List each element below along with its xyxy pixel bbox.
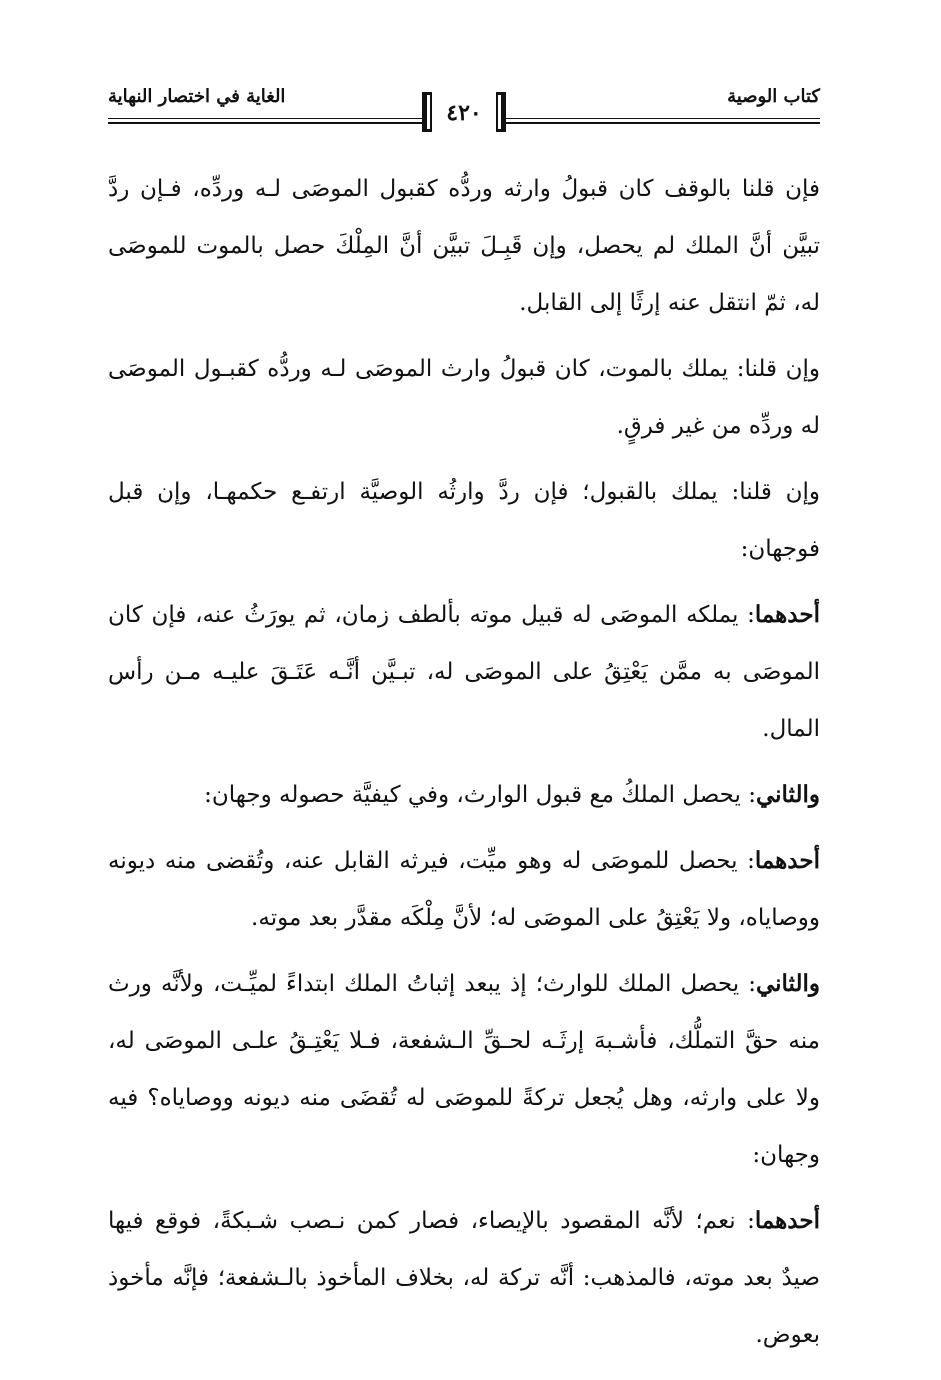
paragraph <box>108 766 820 824</box>
paragraph <box>108 586 820 758</box>
paragraph <box>108 160 820 332</box>
page-header <box>108 82 820 126</box>
paragraph-text: : يملكه الموصَى له قبيل موته بألطف زمان، ثم يورَثُ عنه، فإن كان الموصَى به ممَّن يَعْتِقُ على الموصَى له، تبـيَّن أنَّـه عَتَـقَ عليـه مـن رأس المال. <box>108 602 820 742</box>
paragraph <box>108 955 820 1184</box>
paragraph-lead: أحدهما <box>754 601 820 628</box>
paragraph-lead: والثاني <box>755 970 820 997</box>
paragraph-text: فإن قلنا بالوقف كان قبولُ وارثه وردُّه كقبول الموصَى لـه وردِّه، فـإن ردَّ تبيَّن أنَّ الملك لم يحصل، وإن قَبِـلَ تبيَّن أنَّ المِلْكَ حصل بالموت للموصَى له، ثمّ انتقل عنه إرثًا إلى القابل. <box>108 176 820 316</box>
frame-bracket-right <box>496 92 506 132</box>
paragraph-text: وإن قلنا: يملك بالموت، كان قبولُ وارث الموصَى لـه وردُّه كقبـول الموصَى له وردِّه من غير فرقٍ. <box>108 356 820 439</box>
paragraph <box>108 463 820 578</box>
paragraph-text: : يحصل للموصَى له وهو ميِّت، فيرثه القابل عنه، وتُقضى منه ديونه ووصاياه، ولا يَعْتِقُ على الموصَى له؛ لأنَّ مِلْكَه مقدَّر بعد موته. <box>108 848 820 931</box>
paragraph-lead: والثاني <box>755 781 820 808</box>
page-number: ٤٢٠ <box>446 100 482 126</box>
paragraph-text: وإن قلنا: يملك بالقبول؛ فإن ردَّ وارثُه الوصيَّة ارتفـع حكمهـا، وإن قبل فوجهان: <box>108 479 820 562</box>
paragraph-lead: أحدهما <box>754 1207 820 1234</box>
book-title: الغاية في اختصار النهاية <box>108 86 286 107</box>
page-number-frame <box>422 90 506 134</box>
paragraph-lead: أحدهما <box>754 847 820 874</box>
page-body <box>108 160 820 1372</box>
chapter-title: كتاب الوصية <box>727 86 820 107</box>
paragraph <box>108 1192 820 1364</box>
paragraph <box>108 340 820 455</box>
paragraph-text: : يحصل الملك للوارث؛ إذ يبعد إثباتُ الملك ابتداءً لميِّـت، ولأنَّه ورث منه حقَّ التملُّك، فأشـبهَ إرثَـه لحـقِّ الـشفعة، فـلا يَعْتِـقُ علـى الموصَى له، ولا على وارثه، وهل يُجعل تركةً للموصَى له تُقضَى منه ديونه ووصاياه؟ فيه وجهان: <box>108 971 820 1168</box>
paragraph-text: : نعم؛ لأنَّه المقصود بالإيصاء، فصار كمن نـصب شـبكةً، فوقع فيها صيدٌ بعد موته، فالمذهب: أنَّه تركة له، بخلاف المأخوذ بالـشفعة؛ فإنَّه مأخوذ بعوض. <box>108 1208 820 1348</box>
paragraph-text: : يحصل الملكُ مع قبول الوارث، وفي كيفيَّة حصوله وجهان: <box>204 782 756 808</box>
paragraph <box>108 832 820 947</box>
